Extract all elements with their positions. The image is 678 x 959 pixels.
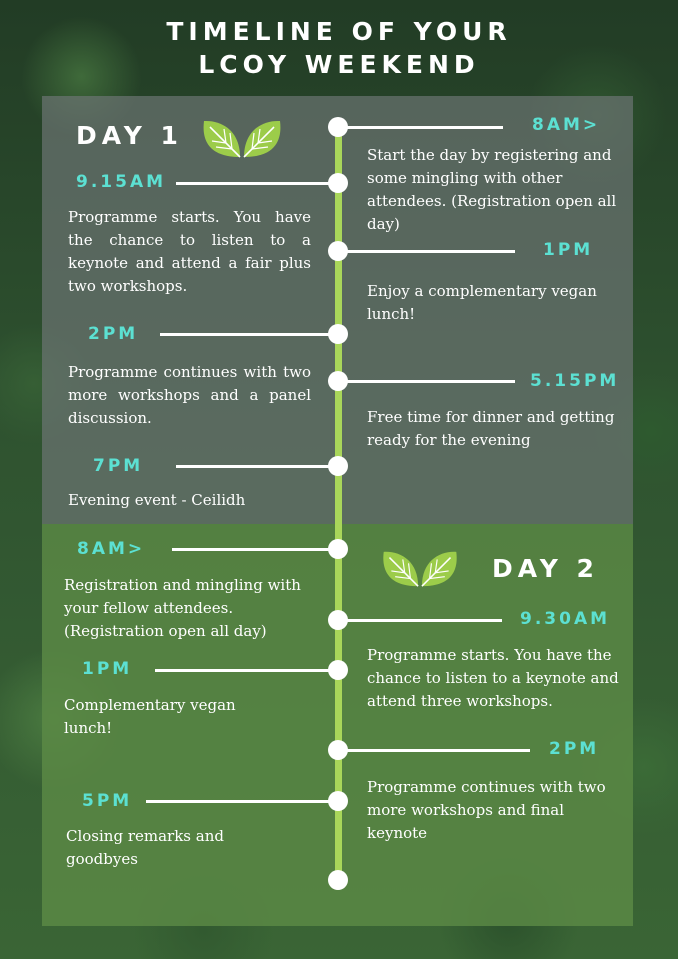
title-line-2: LCOY WEEKEND: [198, 50, 480, 79]
event-description: Evening event - Ceilidh: [68, 491, 246, 509]
leaf-pair-icon: [378, 548, 462, 590]
connector: [155, 669, 338, 672]
event-time: 1PM: [82, 659, 133, 679]
connector: [176, 465, 338, 468]
event-description: Programme continues with two more workshops and final keynote: [367, 778, 606, 842]
event-description: Enjoy a complementary vegan lunch!: [367, 282, 597, 323]
connector: [172, 548, 338, 551]
connector: [176, 182, 338, 185]
event-description: Programme starts. You have the chance to listen to a keynote and attend three workshops.: [367, 646, 619, 710]
day1-label: DAY 1: [76, 121, 183, 150]
timeline-node: [328, 740, 348, 760]
day2-label: DAY 2: [492, 554, 599, 583]
timeline-node: [328, 456, 348, 476]
connector: [340, 619, 502, 622]
timeline-node: [328, 371, 348, 391]
timeline-node: [328, 610, 348, 630]
event-description: Registration and mingling with your fellow attendees. (Registration open all day): [64, 576, 301, 640]
event-description: Closing remarks and goodbyes: [66, 827, 224, 868]
connector: [160, 333, 338, 336]
timeline-node: [328, 870, 348, 890]
event-time: 8AM>: [532, 115, 601, 135]
connector: [340, 126, 503, 129]
title-line-1: TIMELINE OF YOUR: [166, 17, 512, 46]
event-time: 1PM: [543, 240, 594, 260]
event-time: 7PM: [93, 456, 144, 476]
connector: [340, 250, 515, 253]
event-time: 9.30AM: [520, 609, 611, 629]
timeline-node: [328, 539, 348, 559]
event-time: 2PM: [549, 739, 600, 759]
connector: [146, 800, 338, 803]
timeline-node: [328, 241, 348, 261]
event-time: 5.15PM: [530, 371, 620, 391]
connector: [340, 749, 530, 752]
timeline-spine: [335, 126, 342, 881]
timeline-node: [328, 791, 348, 811]
event-description: Free time for dinner and getting ready for the evening: [367, 408, 615, 449]
event-description: Complementary vegan lunch!: [64, 696, 236, 737]
timeline-node: [328, 660, 348, 680]
timeline-node: [328, 324, 348, 344]
event-time: 5PM: [82, 791, 133, 811]
event-time: 8AM>: [77, 539, 146, 559]
event-description: Programme starts. You have the chance to listen to a keynote and attend a fair plus two workshops.: [68, 208, 311, 295]
leaf-pair-icon: [200, 117, 284, 161]
event-description: Programme continues with two more workshops and a panel discussion.: [68, 363, 311, 427]
timeline-node: [328, 117, 348, 137]
event-time: 2PM: [88, 324, 139, 344]
event-description: Start the day by registering and some mingling with other attendees. (Registration open all day): [367, 146, 617, 233]
event-time: 9.15AM: [76, 172, 167, 192]
connector: [340, 380, 515, 383]
timeline-node: [328, 173, 348, 193]
